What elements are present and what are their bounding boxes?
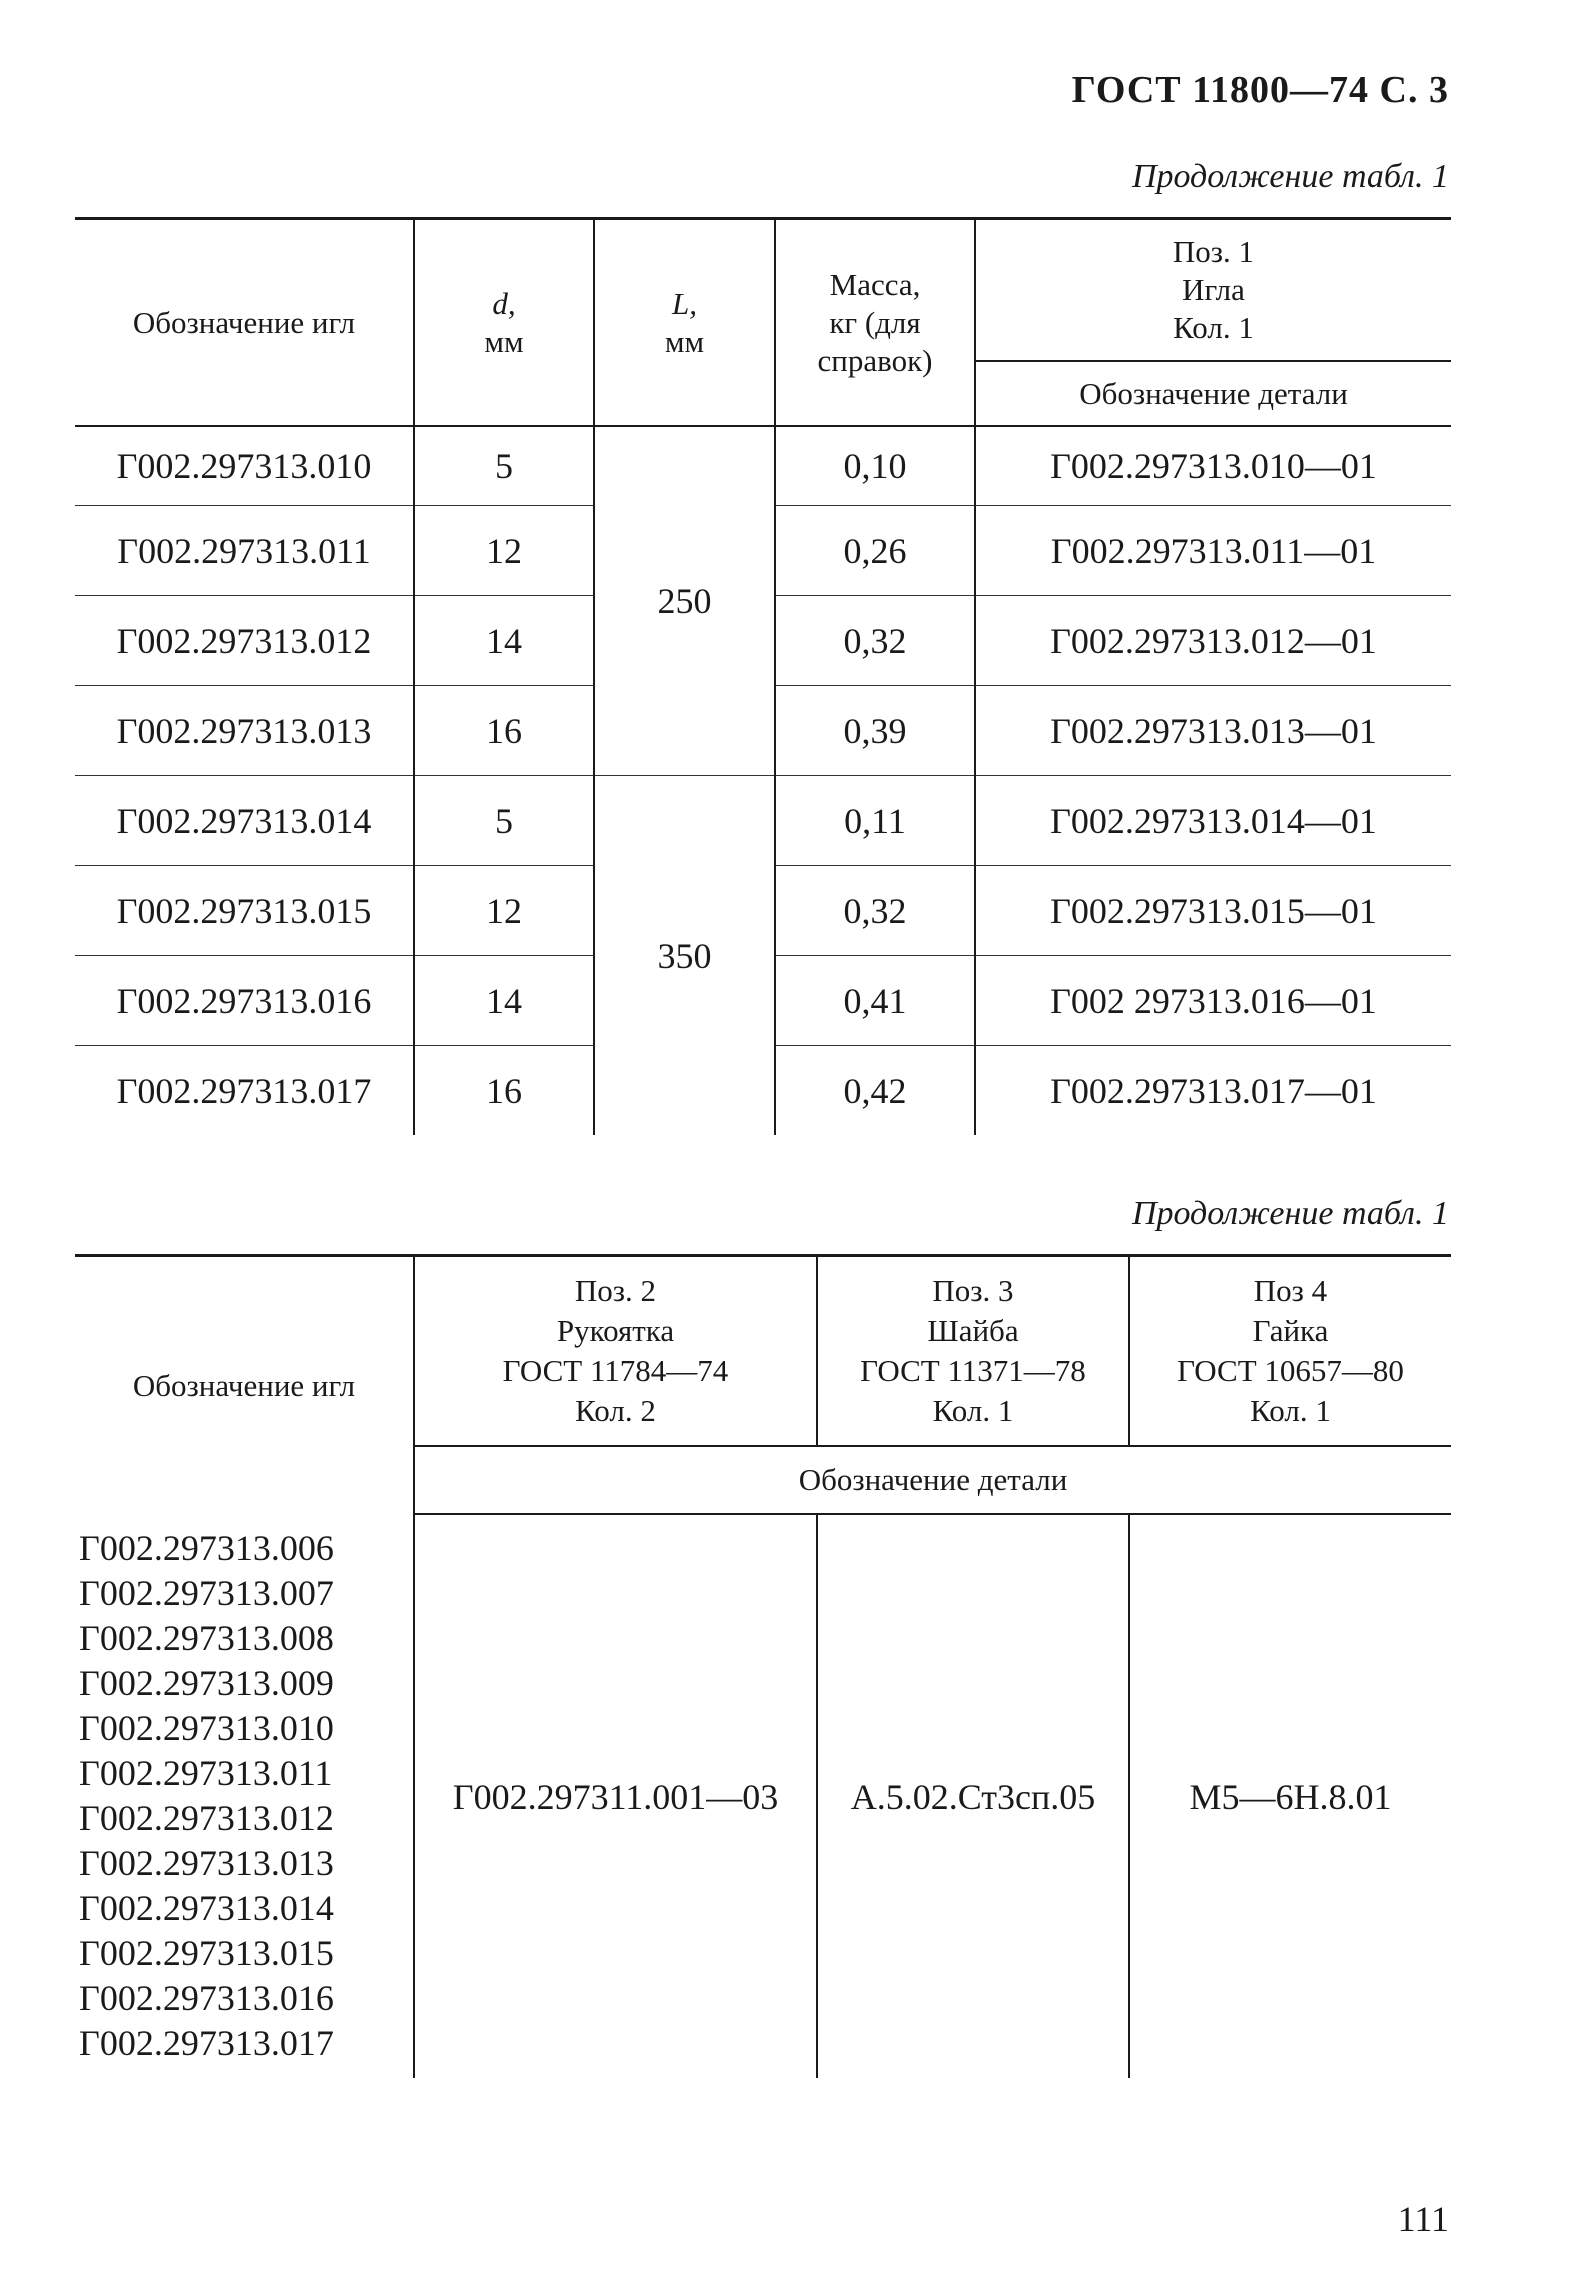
header-pos3-line1: Поз. 3	[932, 1273, 1014, 1308]
header-d-unit: мм	[484, 323, 524, 359]
header-mass-line2: кг (для	[829, 304, 921, 340]
header-pos3	[817, 1256, 1129, 1447]
mass-cell: 0,42	[775, 1046, 975, 1136]
designation-item: Г002.297313.010	[79, 1708, 334, 1748]
header-pos3-line3: ГОСТ 11371—78	[860, 1353, 1086, 1388]
designation-item: Г002.297313.014	[79, 1888, 334, 1928]
designation-item: Г002.297313.013	[79, 1843, 334, 1883]
header-designation: Обозначение игл	[75, 1256, 414, 1515]
d-cell: 12	[414, 506, 594, 596]
mass-cell: 0,39	[775, 686, 975, 776]
header-detail: Обозначение детали	[975, 361, 1451, 426]
mass-cell: 0,10	[775, 426, 975, 506]
header-mass	[775, 219, 975, 427]
header-pos4-line1: Поз 4	[1253, 1273, 1328, 1308]
header-L-symbol: L,	[672, 285, 697, 321]
designation-item: Г002.297313.015	[79, 1933, 334, 1973]
designation-cell: Г002.297313.010	[116, 446, 372, 486]
designation-list	[75, 1514, 414, 2078]
designation-item: Г002.297313.008	[79, 1618, 334, 1658]
table-row	[75, 426, 1451, 506]
header-pos1-line3: Кол. 1	[1173, 310, 1254, 345]
continuation-label: Продолжение табл. 1	[1131, 1195, 1449, 1232]
d-cell: 16	[414, 1046, 594, 1136]
detail-cell: Г002.297313.015—01	[975, 866, 1451, 956]
detail-cell: Г002.297313.014—01	[975, 776, 1451, 866]
designation-item: Г002.297313.012	[79, 1798, 334, 1838]
designation-item: Г002.297313.017	[79, 2023, 334, 2063]
d-cell: 16	[414, 686, 594, 776]
header-pos2-line4: Кол. 2	[575, 1393, 656, 1428]
header-pos3-line2: Шайба	[927, 1313, 1019, 1348]
mass-cell: 0,26	[775, 506, 975, 596]
designation-cell: Г002.297313.015	[75, 866, 414, 956]
designation-cell: Г002.297313.017	[75, 1046, 414, 1136]
header-pos2-line1: Поз. 2	[574, 1273, 657, 1308]
d-cell: 14	[414, 956, 594, 1046]
header-pos2-line2: Рукоятка	[556, 1313, 675, 1348]
table-row	[75, 776, 1451, 866]
designation-cell: Г002.297313.016	[75, 956, 414, 1046]
designation-item: Г002.297313.016	[79, 1978, 334, 2018]
designation-cell: Г002.297313.014	[75, 776, 414, 866]
page-number: 111	[1397, 2199, 1449, 2239]
table-row	[75, 1514, 1451, 2078]
header-d-symbol: d,	[492, 285, 516, 321]
header-pos4-line3: ГОСТ 10657—80	[1177, 1353, 1404, 1388]
detail-cell: Г002.297313.011—01	[975, 506, 1451, 596]
L-cell: 350	[594, 776, 775, 1136]
designation-item: Г002.297313.011	[79, 1753, 333, 1793]
designation-cell: Г002.297313.012	[75, 596, 414, 686]
header-mass-line1: Масса,	[829, 266, 921, 302]
header-L-unit: мм	[664, 323, 705, 359]
detail-cell: Г002.297313.017—01	[975, 1046, 1451, 1136]
detail-cell: Г002.297313.012—01	[975, 596, 1451, 686]
header-detail: Обозначение детали	[414, 1446, 1451, 1514]
d-cell: 14	[414, 596, 594, 686]
mass-cell: 0,32	[775, 596, 975, 686]
header-designation: Обозначение игл	[75, 219, 414, 427]
header-L	[594, 219, 775, 427]
header-pos2	[414, 1256, 817, 1447]
header-pos4	[1129, 1256, 1451, 1447]
designation-cell: Г002.297313.013	[75, 686, 414, 776]
header-pos3-line4: Кол. 1	[932, 1393, 1014, 1428]
header-pos2-line3: ГОСТ 11784—74	[502, 1353, 729, 1388]
mass-cell: 0,41	[775, 956, 975, 1046]
continuation-label: Продолжение табл. 1	[1131, 158, 1449, 195]
designation-item: Г002.297313.006	[79, 1528, 334, 1568]
header-pos4-line2: Гайка	[1252, 1313, 1329, 1348]
designation-item: Г002.297313.009	[79, 1663, 334, 1703]
header-pos1-line2: Игла	[1182, 272, 1245, 307]
pos3-value: А.5.02.Ст3сп.05	[817, 1514, 1129, 2078]
d-cell: 5	[414, 776, 594, 866]
pos2-value: Г002.297311.001—03	[414, 1514, 817, 2078]
designation-cell: Г002.297313.011	[75, 506, 414, 596]
pos4-value: М5—6Н.8.01	[1129, 1514, 1451, 2078]
detail-cell: Г002 297313.016—01	[975, 956, 1451, 1046]
d-cell: 12	[414, 866, 594, 956]
L-cell: 250	[594, 426, 775, 776]
header-d	[414, 219, 594, 427]
mass-cell: 0,11	[775, 776, 975, 866]
page-header: ГОСТ 11800—74 С. 3	[1071, 69, 1449, 111]
components-table	[75, 1254, 1451, 2078]
header-pos1	[975, 219, 1451, 362]
detail-cell: Г002.297313.010—01	[975, 426, 1451, 506]
detail-cell: Г002.297313.013—01	[975, 686, 1451, 776]
header-pos4-line4: Кол. 1	[1250, 1393, 1331, 1428]
header-mass-line3: справок)	[817, 342, 933, 378]
needles-table	[75, 217, 1451, 1135]
designation-item: Г002.297313.007	[79, 1573, 334, 1613]
header-pos1-line1: Поз. 1	[1172, 234, 1255, 269]
d-cell: 5	[414, 426, 594, 506]
mass-cell: 0,32	[775, 866, 975, 956]
